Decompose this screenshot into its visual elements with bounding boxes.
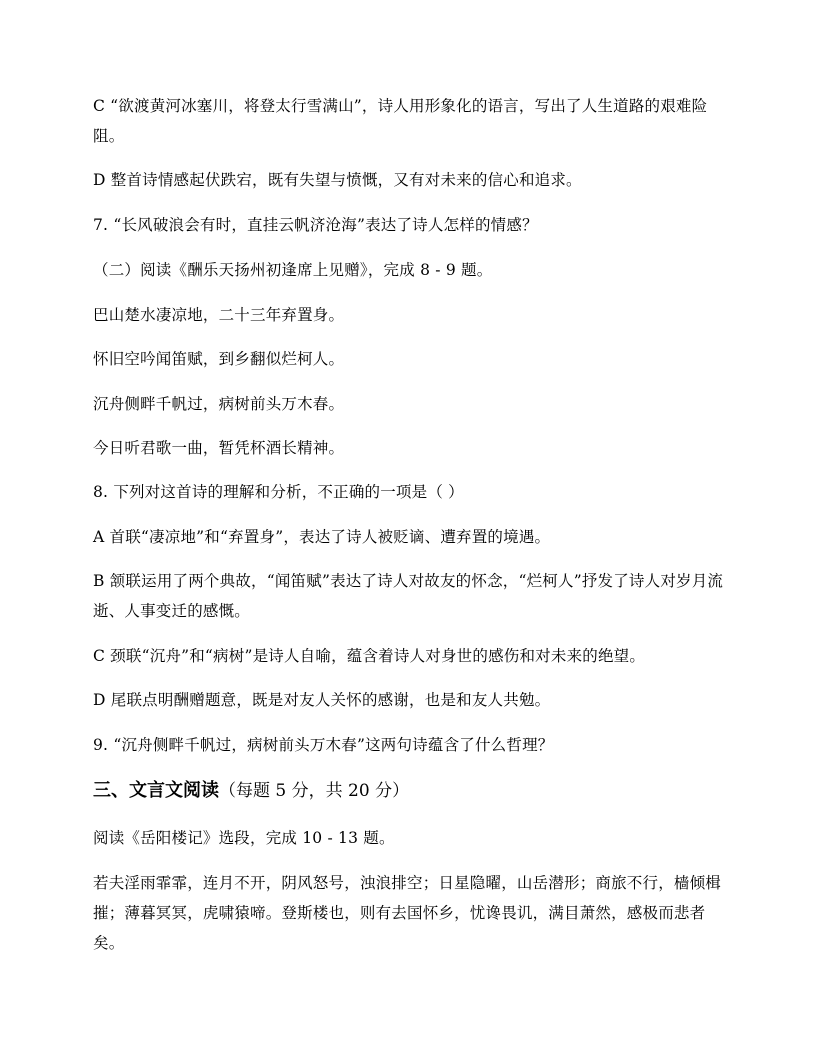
section-3-score-note: （每题 5 分，共 20 分） <box>219 781 410 801</box>
section-2-intro: （二）阅读《酬乐天扬州初逢席上见赠》，完成 8 - 9 题。 <box>93 261 493 279</box>
section-3-title: 三、文言文阅读 <box>93 780 219 801</box>
poem-line-4: 今日听君歌一曲，暂凭杯酒长精神。 <box>93 439 345 457</box>
question-9: 9. “沉舟侧畔千帆过，病树前头万木春”这两句诗蕴含了什么哲理？ <box>93 736 554 754</box>
section-3-heading <box>93 776 733 806</box>
option-c-q6: C “欲渡黄河冰塞川，将登太行雪满山”，诗人用形象化的语言，写出了人生道路的艰难险阻。 <box>93 97 708 145</box>
poem-line-3: 沉舟侧畔千帆过，病树前头万木春。 <box>93 395 345 413</box>
option-a-q8: A 首联“凄凉地”和“弃置身”，表达了诗人被贬谪、遭弃置的境遇。 <box>93 528 551 546</box>
question-7: 7. “长风破浪会有时，直挂云帆济沧海”表达了诗人怎样的情感？ <box>93 216 538 234</box>
poem-line-1: 巴山楚水凄凉地，二十三年弃置身。 <box>93 306 345 324</box>
option-b-q8: B 颔联运用了两个典故，“闻笛赋”表达了诗人对故友的怀念，“烂柯人”抒发了诗人对岁月流逝、人事变迁的感慨。 <box>93 572 724 620</box>
option-d-q6: D 整首诗情感起伏跌宕，既有失望与愤慨，又有对未来的信心和追求。 <box>93 171 582 189</box>
poem-line-2: 怀旧空吟闻笛赋，到乡翻似烂柯人。 <box>93 350 345 368</box>
question-8: 8. 下列对这首诗的理解和分析，不正确的一项是（ ） <box>93 483 464 501</box>
classical-passage: 若夫淫雨霏霏，连月不开，阴风怒号，浊浪排空；日星隐曜，山岳潜形；商旅不行，樯倾楫摧；薄暮冥冥，虎啸猿啼。登斯楼也，则有去国怀乡，忧谗畏讥，满目萧然，感极而悲者矣。 <box>93 874 722 952</box>
section-3-intro: 阅读《岳阳楼记》选段，完成 10 - 13 题。 <box>93 829 395 847</box>
option-d-q8: D 尾联点明酬赠题意，既是对友人关怀的感谢，也是和友人共勉。 <box>93 691 551 709</box>
option-c-q8: C 颈联“沉舟”和“病树”是诗人自喻，蕴含着诗人对身世的感伤和对未来的绝望。 <box>93 647 646 665</box>
